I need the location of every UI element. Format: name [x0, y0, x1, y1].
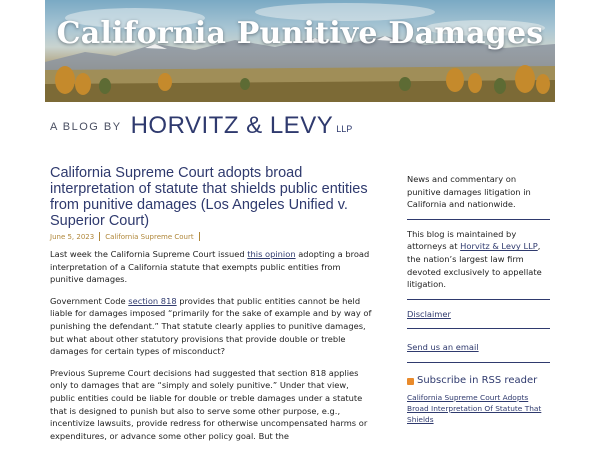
- sidebar: [407, 173, 550, 425]
- site-title[interactable]: California Punitive Damages: [56, 16, 544, 51]
- rss-icon: [407, 378, 414, 385]
- post-date: June 5, 2023: [50, 232, 95, 241]
- firm-logo-text[interactable]: HORVITZ & LEVY: [130, 112, 334, 139]
- sidebar-intro: News and commentary on punitive damages litigation in California and nationwide.: [407, 173, 550, 220]
- email-link[interactable]: Send us an email: [407, 341, 550, 363]
- rss-header[interactable]: [407, 375, 550, 388]
- sidebar-about: This blog is maintained by attorneys at Horvitz & Levy LLP, the nation’s largest law firm devoted exclusively to appellate litigation.: [407, 228, 550, 300]
- post-title[interactable]: California Supreme Court adopts broad interpretation of statute that shields public entities from punitive damages (Los Angeles Unified v. Superior Court): [50, 165, 368, 229]
- firm-link[interactable]: Horvitz & Levy LLP: [460, 241, 538, 252]
- post-meta: [50, 232, 375, 241]
- byline: [50, 112, 352, 138]
- firm-logo-llp: LLP: [336, 124, 353, 134]
- paragraph: Last week the California Supreme Court issued this opinion adopting a broad interpretation of a California statute that exempts public entities from punitive damages.: [50, 249, 370, 285]
- meta-divider: [199, 232, 200, 241]
- rss-item[interactable]: California Supreme Court Adopts Broad Interpretation Of Statute That Shields: [407, 392, 542, 424]
- post-category-link[interactable]: California Supreme Court: [105, 232, 194, 241]
- disclaimer-link[interactable]: Disclaimer: [407, 308, 550, 330]
- section-818-link[interactable]: section 818: [128, 295, 177, 306]
- opinion-link[interactable]: this opinion: [247, 249, 296, 259]
- byline-prefix: A BLOG BY: [50, 121, 122, 133]
- rss-title[interactable]: Subscribe in RSS reader: [417, 374, 538, 386]
- post-body: [50, 248, 375, 442]
- main-content: [50, 165, 375, 451]
- paragraph: Government Code section 818 provides that public entities cannot be held liable for damages imposed “primarily for the sake of example and by way of punishing the defendant.” That statute clearly applies to punitive damages, but what about other statutory provisions that provide double or treble damages for certain types of misconduct?: [50, 295, 372, 357]
- paragraph: Previous Supreme Court decisions had suggested that section 818 applies only to damages that are “simply and solely punitive.” Under that view, public entities could be liable for double or treble damages under a statute that is designed to punish but also to serve some other purpose, e.g., incentivize lawsuits, provide redress for otherwise uncompensated harms or expenditures, or advance some other policy goal. But the: [50, 367, 368, 441]
- header-banner[interactable]: [45, 0, 555, 102]
- meta-divider: [99, 232, 100, 241]
